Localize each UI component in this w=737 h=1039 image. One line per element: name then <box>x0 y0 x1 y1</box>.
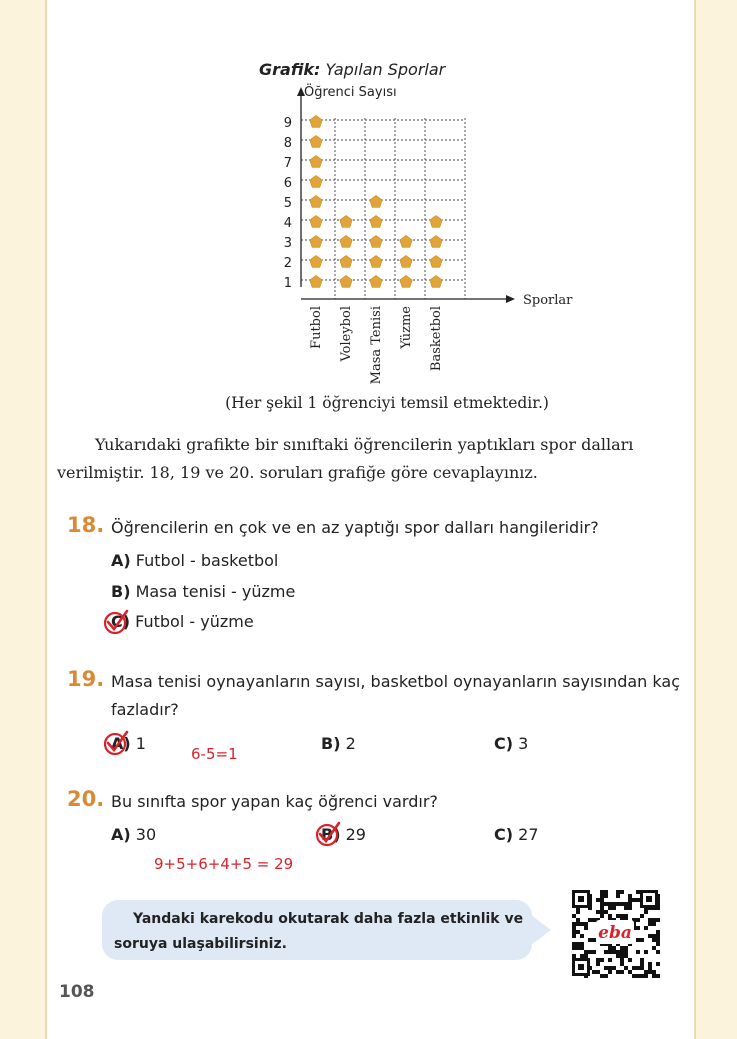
qr-cell <box>652 970 656 974</box>
qr-cell <box>572 914 576 918</box>
pictograph-symbol <box>310 256 322 268</box>
qr-cell <box>608 950 612 954</box>
q20-option-c[interactable] <box>494 825 539 844</box>
option-label: C) <box>494 734 514 753</box>
qr-cell <box>616 894 620 898</box>
qr-cell <box>636 966 640 970</box>
qr-cell <box>576 930 580 934</box>
qr-cell <box>576 922 580 926</box>
qr-cell <box>628 970 632 974</box>
qr-cell <box>640 962 644 966</box>
question-20 <box>67 787 104 811</box>
qr-cell <box>648 934 652 938</box>
qr-cell <box>624 950 628 954</box>
qr-cell <box>620 970 624 974</box>
qr-cell <box>632 966 636 970</box>
qr-cell <box>656 938 660 942</box>
qr-cell <box>612 906 616 910</box>
qr-cell <box>624 906 628 910</box>
question-19 <box>67 667 104 691</box>
qr-cell <box>652 918 656 922</box>
qr-cell <box>640 966 644 970</box>
qr-cell <box>632 898 636 902</box>
qr-cell <box>648 962 652 966</box>
qr-cell <box>628 958 632 962</box>
qr-cell <box>624 966 628 970</box>
qr-cell <box>632 974 636 978</box>
q18-option-b[interactable] <box>111 582 295 601</box>
qr-cell <box>616 902 620 906</box>
pictograph-symbol <box>340 256 352 268</box>
qr-cell <box>636 950 640 954</box>
qr-cell <box>572 930 576 934</box>
pictograph-symbol <box>400 276 412 288</box>
qr-cell <box>576 946 580 950</box>
qr-cell <box>656 934 660 938</box>
qr-cell <box>592 918 596 922</box>
y-tick-label: 8 <box>283 136 292 151</box>
qr-cell <box>620 954 624 958</box>
q20-option-a[interactable] <box>111 825 156 844</box>
qr-cell <box>572 922 576 926</box>
option-text: 27 <box>518 825 539 844</box>
chart-title-bold: Grafik: <box>259 60 321 79</box>
qr-cell <box>580 942 584 946</box>
qr-cell <box>620 890 624 894</box>
qr-cell <box>620 962 624 966</box>
bubble-text: Yandaki karekodu okutarak daha fazla etkinlik ve soruya ulaşabilirsiniz. <box>114 911 524 952</box>
qr-cell <box>620 914 624 918</box>
qr-cell <box>604 902 608 906</box>
pictograph-symbol <box>400 256 412 268</box>
pictograph-symbol <box>370 256 382 268</box>
y-tick-label: 7 <box>283 156 292 171</box>
option-text: 30 <box>135 825 157 844</box>
qr-cell <box>584 950 588 954</box>
y-tick-label: 4 <box>283 216 292 231</box>
qr-cell <box>608 966 612 970</box>
q19-option-b[interactable] <box>321 734 356 753</box>
qr-cell <box>600 958 604 962</box>
pictograph-symbol <box>340 276 352 288</box>
qr-cell <box>620 902 624 906</box>
pictograph-chart <box>92 0 612 390</box>
qr-cell <box>624 954 628 958</box>
option-label: C) <box>494 825 514 844</box>
qr-cell <box>596 970 600 974</box>
pictograph-symbol <box>310 176 322 188</box>
y-tick-label: 6 <box>283 176 292 191</box>
option-label: B) <box>321 734 341 753</box>
qr-cell <box>604 894 608 898</box>
qr-cell <box>604 950 608 954</box>
y-tick-label: 3 <box>283 236 292 251</box>
qr-cell <box>600 910 604 914</box>
qr-cell <box>640 958 644 962</box>
q18-option-a[interactable] <box>111 551 278 570</box>
qr-cell <box>596 898 600 902</box>
qr-cell <box>636 974 640 978</box>
qr-cell <box>644 926 648 930</box>
y-tick-label: 2 <box>283 256 292 271</box>
option-label: C) <box>111 612 131 631</box>
option-label: A) <box>111 734 131 753</box>
handwritten-work: 6-5=1 <box>191 745 238 763</box>
qr-cell <box>576 942 580 946</box>
chart-note: (Her şekil 1 öğrenciyi temsil etmektedir.) <box>225 394 549 412</box>
qr-cell <box>644 950 648 954</box>
qr-cell <box>628 894 632 898</box>
qr-cell <box>600 906 604 910</box>
option-text: 1 <box>135 734 146 753</box>
chart-grid <box>301 118 465 299</box>
qr-cell <box>652 974 656 978</box>
qr-cell <box>612 902 616 906</box>
pictograph-symbol <box>310 196 322 208</box>
option-text: 2 <box>345 734 356 753</box>
qr-cell <box>656 962 660 966</box>
qr-cell <box>656 930 660 934</box>
qr-cell <box>656 918 660 922</box>
option-label: A) <box>111 551 131 570</box>
qr-cell <box>652 922 656 926</box>
pictograph-symbol <box>400 236 412 248</box>
check-mark-icon <box>103 609 129 635</box>
pictograph-symbol <box>430 236 442 248</box>
qr-cell <box>648 918 652 922</box>
check-mark-icon <box>315 821 341 847</box>
qr-cell <box>584 954 588 958</box>
y-tick-label: 5 <box>283 196 292 211</box>
qr-cell <box>656 942 660 946</box>
qr-cell <box>600 898 604 902</box>
qr-cell <box>612 950 616 954</box>
pictograph-symbol <box>310 216 322 228</box>
qr-cell <box>600 902 604 906</box>
qr-cell <box>604 966 608 970</box>
pictograph-symbol <box>310 136 322 148</box>
pictograph-symbol <box>370 276 382 288</box>
y-axis-label: Öğrenci Sayısı <box>304 85 397 100</box>
option-text: 29 <box>345 825 366 844</box>
qr-cell <box>616 890 620 894</box>
pictograph-symbol <box>370 196 382 208</box>
option-label: B) <box>111 582 131 601</box>
qr-cell <box>596 958 600 962</box>
qr-cell <box>592 950 596 954</box>
qr-cell <box>656 950 660 954</box>
qr-cell <box>616 950 620 954</box>
qr-cell <box>652 946 656 950</box>
x-category-label: Basketbol <box>429 306 444 372</box>
qr-cell <box>636 890 640 894</box>
option-text: Masa tenisi - yüzme <box>135 582 296 601</box>
qr-cell <box>608 970 612 974</box>
qr-cell <box>636 918 640 922</box>
qr-cell <box>616 914 620 918</box>
qr-cell <box>616 954 620 958</box>
question-18-text: Öğrencilerin en çok ve en az yaptığı spor dalları hangileridir? <box>111 518 599 537</box>
qr-cell <box>588 918 592 922</box>
x-category-label: Voleybol <box>339 306 354 362</box>
qr-cell <box>640 914 644 918</box>
qr-cell <box>572 954 576 958</box>
qr-cell <box>628 902 632 906</box>
qr-cell <box>652 938 656 942</box>
question-number: 19. <box>67 667 105 691</box>
qr-cell <box>596 910 600 914</box>
x-axis-label: Sporlar <box>523 293 573 308</box>
qr-cell <box>608 946 612 950</box>
qr-cell <box>596 962 600 966</box>
qr-cell <box>576 918 580 922</box>
y-tick-label: 1 <box>283 276 292 291</box>
pictograph-symbol <box>310 236 322 248</box>
info-bubble-text <box>114 907 534 957</box>
qr-cell <box>612 946 616 950</box>
x-axis-arrow <box>506 295 515 303</box>
qr-cell <box>604 910 608 914</box>
option-text: Futbol - yüzme <box>135 612 254 631</box>
qr-cell <box>644 974 648 978</box>
qr-cell <box>656 974 660 978</box>
qr-cell <box>652 934 656 938</box>
pictograph-symbol <box>430 256 442 268</box>
x-category-label: Yüzme <box>399 306 414 349</box>
qr-cell <box>608 902 612 906</box>
qr-cell <box>636 898 640 902</box>
qr-cell <box>592 970 596 974</box>
eba-logo: eba <box>598 923 632 943</box>
pictograph-symbol <box>430 216 442 228</box>
pictograph-symbol <box>340 216 352 228</box>
x-category-label: Futbol <box>309 306 324 349</box>
intro-paragraph: Yukarıdaki grafikte bir sınıftaki öğrencilerin yaptıkları spor dalları verilmiştir. 18, 19 ve 20. soruları grafiğe göre cevaplayınız. <box>57 435 634 482</box>
pictograph-symbol <box>430 276 442 288</box>
option-text: Futbol - basketbol <box>135 551 279 570</box>
option-label: A) <box>111 825 131 844</box>
qr-cell <box>604 974 608 978</box>
qr-cell <box>592 938 596 942</box>
qr-cell <box>600 974 604 978</box>
qr-cell <box>624 902 628 906</box>
qr-cell <box>620 950 624 954</box>
pictograph-symbol <box>310 156 322 168</box>
qr-cell <box>576 910 580 914</box>
pictograph-symbol <box>340 236 352 248</box>
qr-cell <box>572 946 576 950</box>
qr-cell <box>636 926 640 930</box>
question-number: 18. <box>67 513 105 537</box>
q19-option-c[interactable] <box>494 734 528 753</box>
question-18 <box>67 513 104 537</box>
page-number: 108 <box>59 982 95 1002</box>
question-number: 20. <box>67 787 105 811</box>
qr-cell <box>572 926 576 930</box>
qr-cell <box>624 946 628 950</box>
qr-cell <box>636 938 640 942</box>
qr-cell <box>588 950 592 954</box>
qr-cell <box>580 946 584 950</box>
qr-cell <box>604 890 608 894</box>
pictograph-symbol <box>370 236 382 248</box>
qr-cell <box>640 974 644 978</box>
q18-option-c[interactable] <box>111 612 254 631</box>
page <box>45 0 696 1039</box>
qr-cell <box>580 922 584 926</box>
handwritten-work: 9+5+6+4+5 = 29 <box>154 855 294 873</box>
qr-cell <box>572 934 576 938</box>
qr-cell <box>588 938 592 942</box>
qr-cell <box>572 942 576 946</box>
qr-cell <box>600 914 604 918</box>
qr-cell <box>648 970 652 974</box>
qr-cell <box>624 914 628 918</box>
qr-cell <box>640 938 644 942</box>
y-tick-label: 9 <box>283 116 292 131</box>
qr-cell <box>600 894 604 898</box>
qr-cell <box>620 958 624 962</box>
x-category-label: Masa Tenisi <box>369 306 384 385</box>
qr-cell <box>620 946 624 950</box>
qr-code-icon[interactable] <box>570 888 660 978</box>
pictograph-symbol <box>370 216 382 228</box>
pictograph-symbol <box>310 116 322 128</box>
chart-title-text: Yapılan Sporlar <box>325 60 446 79</box>
question-19-text: Masa tenisi oynayanların sayısı, basketbol oynayanların sayısından kaç fazladır? <box>111 672 680 719</box>
qr-cell <box>600 890 604 894</box>
qr-cell <box>608 958 612 962</box>
qr-cell <box>644 910 648 914</box>
qr-cell <box>580 934 584 938</box>
qr-cell <box>612 966 616 970</box>
qr-cell <box>628 898 632 902</box>
option-text: 3 <box>518 734 529 753</box>
qr-cell <box>644 970 648 974</box>
option-label: B) <box>321 825 341 844</box>
check-mark-icon <box>103 730 129 756</box>
qr-cell <box>648 922 652 926</box>
qr-cell <box>580 954 584 958</box>
qr-cell <box>584 922 588 926</box>
qr-cell <box>584 926 588 930</box>
question-20-text: Bu sınıfta spor yapan kaç öğrenci vardır? <box>111 792 438 811</box>
qr-cell <box>608 906 612 910</box>
qr-cell <box>648 966 652 970</box>
pictograph-symbol <box>310 276 322 288</box>
qr-cell <box>628 906 632 910</box>
qr-cell <box>616 970 620 974</box>
qr-cell <box>608 914 612 918</box>
